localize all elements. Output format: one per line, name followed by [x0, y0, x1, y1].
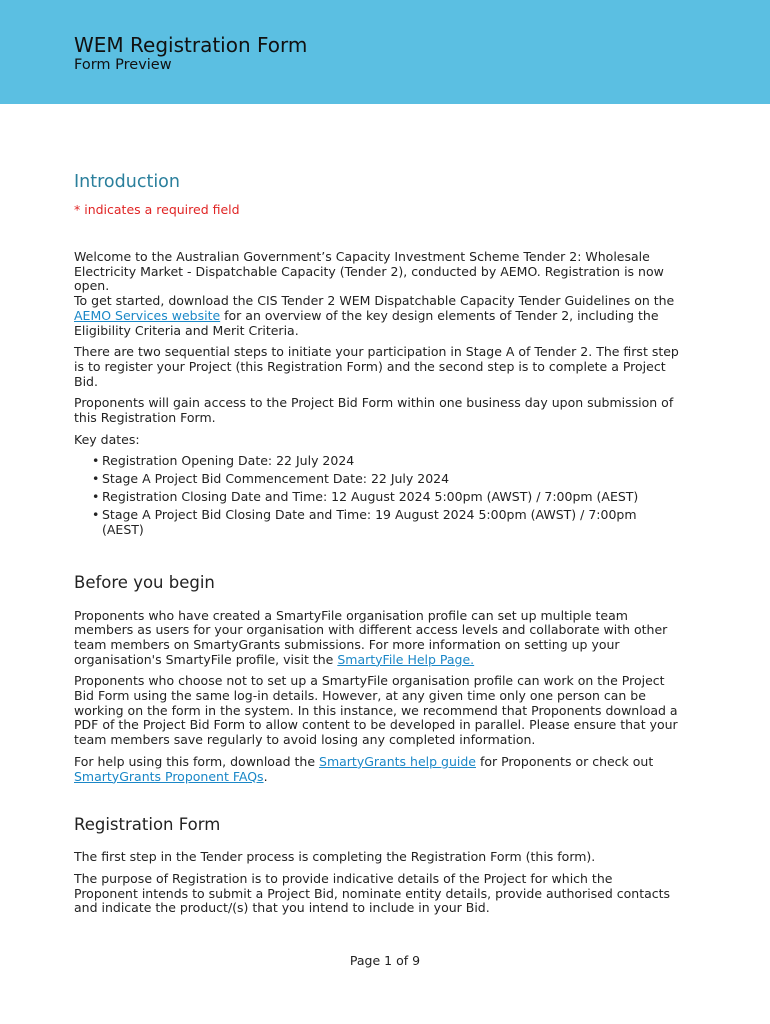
before-paragraph-help: For help using this form, download the SmartyGrants help guide for Proponents or check out SmartyGrants Proponent FAQs.	[74, 753, 654, 784]
introduction-heading: Introduction	[74, 172, 180, 192]
form-content	[74, 170, 680, 923]
aemo-services-link[interactable]: AEMO Services website	[74, 307, 221, 323]
page-number: Page 1 of 9	[349, 953, 421, 968]
registration-paragraph-purpose: The purpose of Registration is to provide indicative details of the Project for which the Proponent intends to submit a Project Bid, nominate entity details, provide authorised contacts and indicate the product/(s) that you intend to include in your Bid.	[74, 870, 671, 916]
smartygrants-faqs-link[interactable]: SmartyGrants Proponent FAQs	[74, 768, 264, 784]
registration-paragraph-first-step: The first step in the Tender process is completing the Registration Form (this form).	[74, 849, 596, 865]
list-item: • Stage A Project Bid Closing Date and Time: 19 August 2024 5:00pm (AWST) / 7:00pm (AEST)	[92, 507, 637, 537]
smartygrants-help-guide-link[interactable]: SmartyGrants help guide	[319, 753, 476, 769]
list-item: • Registration Opening Date: 22 July 2024	[92, 453, 355, 469]
list-item: • Stage A Project Bid Commencement Date: 22 July 2024	[92, 471, 450, 487]
page-header	[0, 0, 770, 104]
registration-form-heading: Registration Form	[74, 815, 221, 835]
form-subtitle: Form Preview	[74, 57, 172, 73]
bullet-icon: •	[92, 471, 100, 487]
introduction-body	[74, 250, 680, 538]
required-field-note: * indicates a required field	[74, 202, 240, 217]
before-you-begin-heading: Before you begin	[74, 572, 215, 592]
intro-paragraph-steps: There are two sequential steps to initiate your participation in Stage A of Tender 2. The first step is to register your Project (this Registration Form) and the second step is to complete a Project Bid.	[74, 344, 679, 389]
key-dates-label: Key dates:	[74, 431, 140, 447]
form-title: WEM Registration Form	[74, 33, 308, 57]
intro-paragraph-access: Proponents will gain access to the Project Bid Form within one business day upon submission of this Registration Form.	[74, 395, 674, 426]
intro-paragraph-get-started	[74, 294, 680, 338]
smartyfile-help-link[interactable]: SmartyFile Help Page.	[337, 651, 475, 667]
intro-get-started-text-end: for an overview of the key design elements of Tender 2, including the Eligibility Criteria and Merit Criteria.	[74, 307, 659, 338]
list-item: • Registration Closing Date and Time: 12 August 2024 5:00pm (AWST) / 7:00pm (AEST)	[92, 489, 639, 505]
bullet-icon: •	[92, 453, 100, 469]
intro-paragraph-welcome: Welcome to the Australian Government’s Capacity Investment Scheme Tender 2: Wholesale Electricity Market - Dispatchable Capacity (Tender 2), conducted by AEMO. Registration is now open.	[74, 249, 664, 294]
before-paragraph-no-profile: Proponents who choose not to set up a SmartyFile organisation profile can work on the Project Bid Form using the same log-in details. However, at any given time only one person can be working on the form in the system. In this instance, we recommend that Proponents download a PDF of the Project Bid Form to allow content to be developed in parallel. Please ensure that your team members save regularly to avoid losing any completed information.	[74, 673, 678, 748]
key-dates-list	[74, 454, 680, 537]
bullet-icon: •	[92, 489, 100, 505]
intro-get-started-text: To get started, download the CIS Tender 2 WEM Dispatchable Capacity Tender Guidelines on the	[74, 293, 675, 309]
before-paragraph-smartyfile: Proponents who have created a SmartyFile organisation profile can set up multiple team members as users for your organisation with different access levels and collaborate with other team members on SmartyGrants submissions. For more information on setting up your organisation's SmartyFile profile, visit the SmartyFile Help Page.	[74, 607, 668, 667]
bullet-icon: •	[92, 507, 100, 523]
